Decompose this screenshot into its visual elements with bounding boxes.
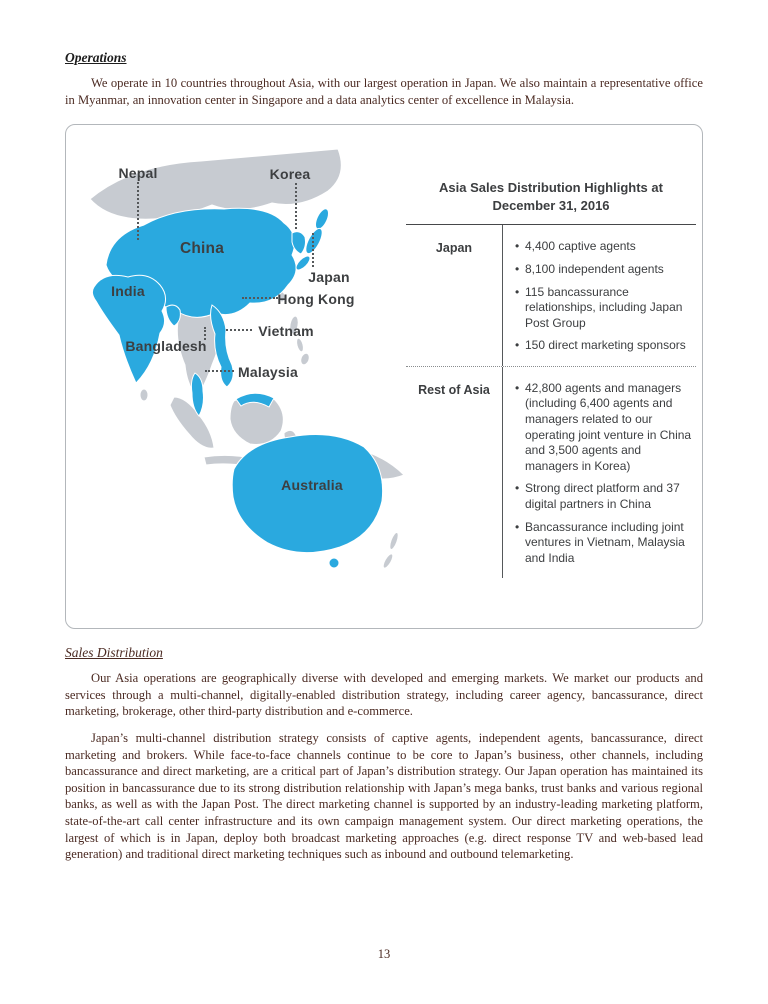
- page-number: 13: [377, 947, 391, 961]
- row-label-japan: Japan: [435, 241, 473, 256]
- nepal-leader-line: [137, 182, 139, 240]
- sales-highlights-table: [406, 179, 696, 629]
- philippines-shape-3: [299, 352, 311, 366]
- map-label-korea: Korea: [269, 166, 311, 183]
- bullet-item: • 8,100 independent agents: [515, 262, 692, 278]
- table-title-line1: Asia Sales Distribution Highlights at: [439, 180, 663, 196]
- bullet-item: • Bancassurance including joint ventures in Vietnam, Malaysia and India: [515, 520, 692, 567]
- map-label-india: India: [111, 283, 145, 300]
- bullet-item: • 115 bancassurance relationships, including Japan Post Group: [515, 285, 692, 332]
- map-label-hong-kong: Hong Kong: [277, 291, 355, 308]
- rest-of-asia-bullet-list: [502, 367, 696, 579]
- sales-distribution-paragraph-1: Our Asia operations are geographically diverse with developed and emerging markets. We market our products and services through a multi-channel, digitally-enabled distribution strategy, including career agency, bancassurance, direct marketing, brokerage, other third-party distribution and e-commerce.: [65, 671, 703, 719]
- korea-leader-line: [295, 183, 297, 229]
- row-label-rest-of-asia: Rest of Asia: [418, 382, 490, 397]
- bullet-item: • 4,400 captive agents: [515, 239, 692, 255]
- table-row-japan: [406, 225, 696, 366]
- map-label-australia: Australia: [281, 477, 343, 494]
- asia-map-figure: [65, 124, 703, 629]
- new-zealand-shape: [388, 532, 400, 551]
- hong-kong-leader-line: [242, 297, 278, 299]
- sales-distribution-heading: Sales Distribution: [65, 645, 163, 661]
- map-label-japan: Japan: [308, 269, 350, 286]
- sumatra-shape: [170, 397, 214, 448]
- operations-paragraph: We operate in 10 countries throughout Asia, with our largest operation in Japan. We also maintain a representative office in Myanmar, an innovation center in Singapore and a data analytics center of excellence in Malaysia.: [65, 76, 703, 107]
- map-label-bangladesh: Bangladesh: [125, 338, 207, 355]
- japan-shape: [313, 207, 331, 231]
- table-title: [406, 179, 696, 214]
- japan-leader-line: [312, 233, 314, 267]
- operations-heading: Operations: [65, 50, 127, 65]
- table-row-rest-of-asia: [406, 367, 696, 579]
- bullet-item: • 42,800 agents and managers (including 6,400 agents and managers related to our operating joint venture in China and 3,500 agents and managers in Korea): [515, 381, 692, 475]
- new-zealand-shape-2: [381, 553, 394, 570]
- philippines-shape-2: [295, 338, 304, 353]
- malaysia-leader-line: [205, 370, 234, 372]
- sales-distribution-paragraph-2: Japan’s multi-channel distribution strategy consists of captive agents, independent agents, bancassurance, direct marketing and brokers. While face-to-face channels continue to be core to Japan’s business, other channels, including bancassurance and direct marketing, are a critical part of Japan’s distribution strategy. Our Japan operation has maintained its position in bancassurance due to its strong distribution relationship with Japan’s mega banks, trust banks and various regional banks, as well as with the Japan Post. The direct marketing channel is supported by an industry-leading marketing platform, state-of-the-art call center infrastructure and its own campaign management system. Our direct marketing operations, the largest of which is in Japan, deploy both broadcast marketing approaches (e.g. direct response TV and web-based lead generation) and traditional direct marketing techniques such as inbound and outbound telemarketing.: [65, 731, 703, 862]
- japan-bullet-list: [502, 225, 696, 366]
- tasmania-shape: [329, 558, 339, 568]
- map-label-malaysia: Malaysia: [238, 364, 298, 381]
- vietnam-leader-line: [226, 329, 252, 331]
- japan-shape-2: [303, 226, 326, 256]
- sri-lanka-shape: [140, 389, 148, 401]
- korea-shape: [292, 232, 306, 254]
- map-label-vietnam: Vietnam: [258, 323, 314, 340]
- table-title-line2: December 31, 2016: [492, 197, 610, 213]
- australia-shape: [232, 435, 382, 553]
- bullet-item: • Strong direct platform and 37 digital partners in China: [515, 481, 692, 512]
- bullet-item: • 150 direct marketing sponsors: [515, 338, 692, 354]
- map-label-china: China: [179, 240, 225, 258]
- map-label-nepal: Nepal: [118, 165, 158, 182]
